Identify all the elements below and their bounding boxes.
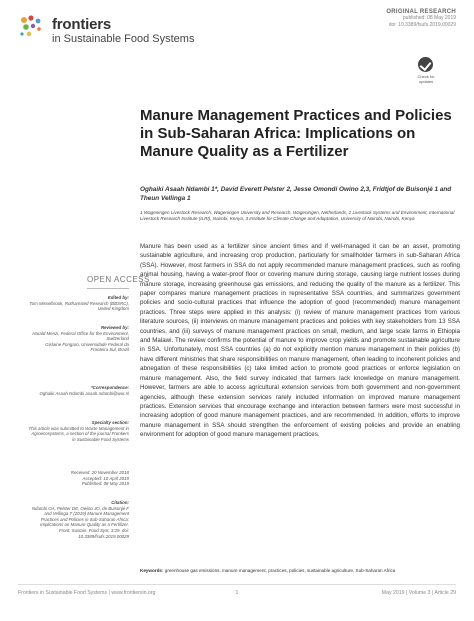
accepted-date: Accepted: 10 April 2019 bbox=[82, 475, 129, 481]
edited-by-label: Edited by: bbox=[107, 295, 129, 300]
correspondence-label: *Correspondence: bbox=[90, 385, 129, 390]
received-date: Received: 20 November 2018 bbox=[70, 470, 129, 475]
editor: Tom Misselbrook, Rothamsted Research (BBSRC), United Kingdom bbox=[29, 300, 129, 312]
open-access-label: OPEN ACCESS bbox=[87, 275, 150, 284]
abstract: Manure has been used as a fertilizer since ancient times and if well-managed it can be an asset, promoting sustainable agriculture, and increasing crop production, particularly for smallholder farmers in sub-Saharan Africa (SSA). However, most farmers in SSA do not apply recommended manure management practices, such as roofing animal housing, having a water-proof floor or covering manure during storage, causing large nutrient losses during manure storage, increasing greenhouse gas emissions, and reducing the quality of the manure as a fertilizer. This paper compares manure management practices in representative SSA countries, and summarizes government policies and socio-cultural practices that influence the adoption of good (recommended) manure management practices. Three steps were applied in this analysis: (i) review of manure management practices from various literature sources, (ii) interviews on manure management practices and policies with key stakeholders from 13 SSA countries, and (iii) surveys of manure management practices on small, medium, and large scale farms in Ethiopia and Malawi. The review confirms the potential of manure to improve crop yields and promote sustainable agriculture in SSA. Unfortunately, most SSA countries (a) do not explicitly mention manure management in their policies (b) have different ministries that share responsibilities on manure management, often leading to incoherent policies and abnegation of these responsibilities (c) take limited action to promote good practices or enforce legislation on manure management. Also, the field survey indicated that farmers lack knowledge on manure management. However, farmers are able to access agricultural extension services from both government and non-government agencies, although these extension services rarely included information on improved manure management practices. Extension services that encourage exchange and interaction between farmers were most successful in increasing adoption of good manure management practices, and are recommended. In addition, efforts to improve manure management in SSA should strengthen the enforcement of existing policies and provide an enabling environment for adoption of good manure management practices. bbox=[140, 243, 460, 439]
correspondence-block bbox=[28, 385, 129, 396]
article-meta bbox=[296, 9, 456, 29]
citation-label: Citation: bbox=[111, 500, 129, 505]
authors[interactable]: Oghaiki Asaah Ndambi 1*, David Everett Pelster 2, Jesse Omondi Owino 2,3, Fridtjof de Buisonjé 1 and Theun Vellinga 1 bbox=[140, 186, 452, 202]
check-label: Check for updates bbox=[417, 74, 435, 84]
footer-volume: May 2019 | Volume 3 | Article 29 bbox=[381, 590, 456, 596]
frontiers-logo-icon bbox=[18, 14, 46, 42]
reviewed-by-block bbox=[28, 325, 129, 353]
doi[interactable]: doi: 10.3389/fsufs.2019.00029 bbox=[388, 22, 456, 28]
footer-journal[interactable]: Frontiers in Sustainable Food Systems | www.frontiersin.org bbox=[18, 590, 156, 596]
citation-text: Ndambi OA, Pelster DE, Owino JO, de Buisonjé F and Vellinga T (2019) Manure Management Practices and Policies in Sub-Saharan Africa: Implications on Manure Quality as a Fertilizer. Front. Sustain. Food Syst. 3:29. doi: 10.3389/fsufs.2019.00029 bbox=[31, 505, 129, 539]
specialty-block bbox=[28, 420, 129, 442]
article-type: ORIGINAL RESEARCH bbox=[386, 9, 456, 15]
journal-name: in Sustainable Food Systems bbox=[52, 33, 195, 45]
affiliations: 1 Wageningen Livestock Research, Wageningen University and Research, Wageningen, Netherlands, 2 Livestock Systems and Environment, International Livestock Research Institute (ILRI), Nairobi, Kenya, 3 Institute for Climate Change and Adaptation, University of Nairobi, Nairobi, Kenya bbox=[140, 210, 455, 221]
keywords bbox=[140, 568, 460, 574]
reviewer-2: Gislaine Fongaro, Universidade Federal da Fronteira Sul, Brazil bbox=[45, 341, 129, 353]
journal-logo[interactable] bbox=[18, 14, 195, 48]
keywords-list: greenhouse gas emissions, manure management, practices, policies, sustainable agriculture, Sub-Saharan Africa bbox=[164, 568, 396, 573]
footer-divider bbox=[18, 584, 456, 585]
specialty-text: This article was submitted to Waste Management in Agroecosystems, a section of the journal Frontiers in Sustainable Food Systems bbox=[28, 425, 129, 442]
published-date-side: Published: 08 May 2019 bbox=[81, 481, 129, 487]
citation-block bbox=[28, 500, 129, 539]
reviewer-1: Harald Menzi, Federal Office for the Environment, Switzerland bbox=[32, 330, 129, 342]
check-icon bbox=[418, 57, 433, 72]
publisher-name: frontiers bbox=[52, 16, 112, 33]
specialty-label: Specialty section: bbox=[91, 420, 129, 425]
check-for-updates-button[interactable] bbox=[414, 57, 438, 85]
reviewed-by-label: Reviewed by: bbox=[100, 325, 129, 330]
article-title: Manure Management Practices and Policies in Sub-Saharan Africa: Implications on Manure Quality as a Fertilizer bbox=[140, 107, 452, 160]
correspondence-email[interactable]: Oghaiki Asaah Ndambi asaah.ndambi@wur.nl bbox=[39, 390, 129, 396]
edited-by-block bbox=[28, 295, 129, 312]
dates-block bbox=[28, 470, 129, 487]
page-number: 1 bbox=[235, 590, 239, 596]
published-date: published: 08 May 2019 bbox=[402, 15, 456, 21]
divider bbox=[87, 288, 129, 289]
keywords-label: Keywords: bbox=[140, 568, 164, 573]
